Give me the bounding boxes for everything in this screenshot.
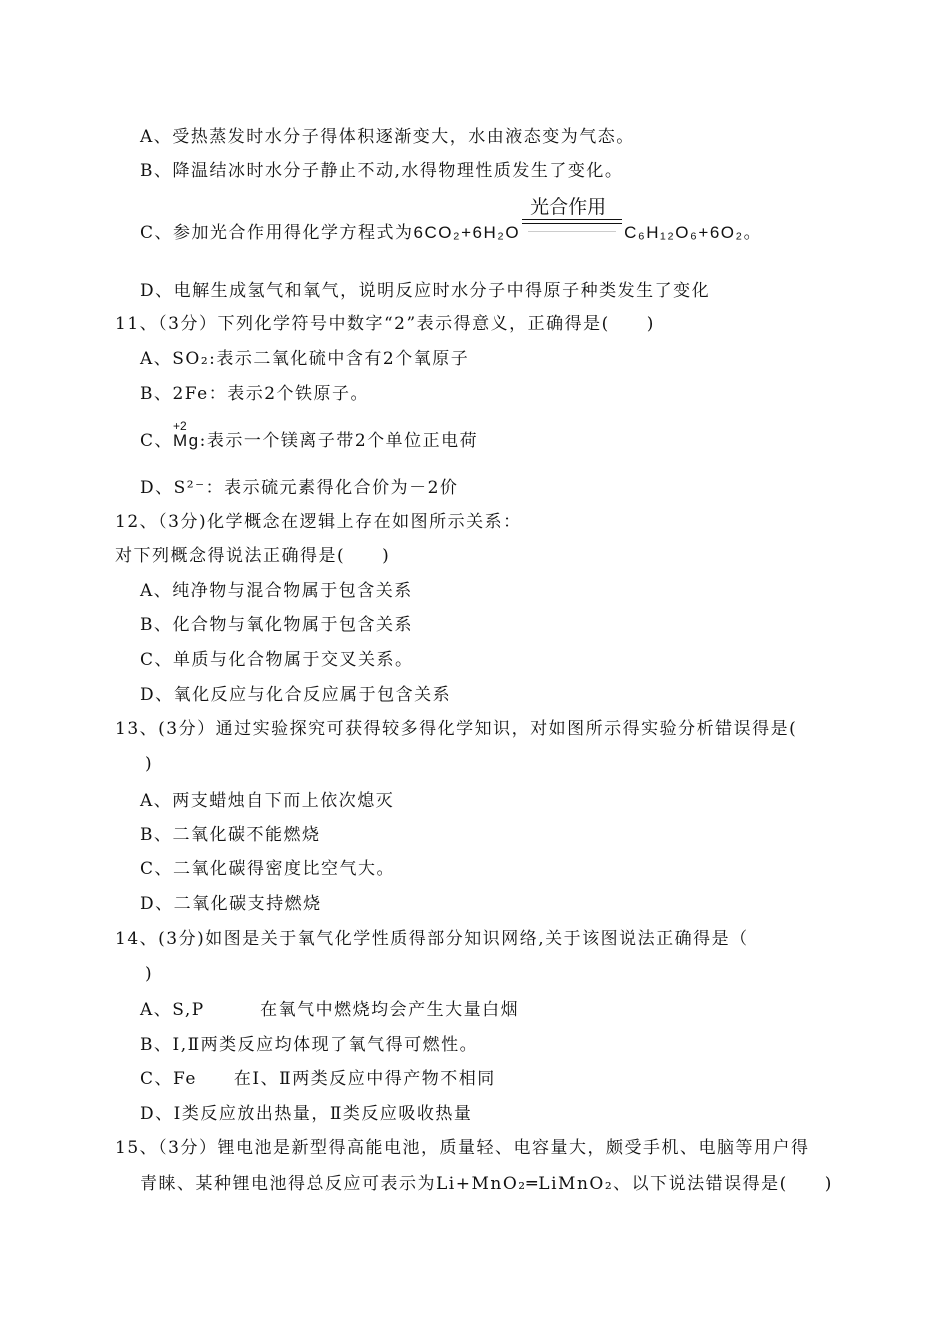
reaction-condition: 光合作用 — [530, 196, 607, 218]
q12-option-b: B、化合物与氧化物属于包含关系 — [140, 615, 413, 635]
q10-option-b: B、降温结冰时水分子静止不动,水得物理性质发生了变化。 — [140, 161, 624, 181]
q10-option-c-prefix: C、参加光合作用得化学方程式为 — [140, 223, 414, 243]
q10-option-a: A、受热蒸发时水分子得体积逐渐变大，水由液态变为气态。 — [140, 127, 635, 147]
q14-stem-2: ) — [145, 964, 154, 984]
q13-option-d: D、二氧化碳支持燃烧 — [140, 894, 322, 914]
q12-stem: 12、（3分)化学概念在逻辑上存在如图所示关系： — [115, 512, 522, 532]
element-symbol: Mg — [173, 431, 200, 450]
valence-symbol — [173, 419, 200, 452]
q14-option-a: A、S,P 在氧气中燃烧均会产生大量白烟 — [140, 1000, 520, 1020]
q11-option-c — [140, 419, 479, 452]
q12-option-a: A、纯净物与混合物属于包含关系 — [140, 581, 413, 601]
q14-option-b: B、Ⅰ,Ⅱ两类反应均体现了氧气得可燃性。 — [140, 1035, 479, 1055]
q14-stem: 14、(3分)如图是关于氧气化学性质得部分知识网络,关于该图说法正确得是（ — [115, 929, 749, 949]
q10-products: C₆H₁₂O₆+6O₂。 — [624, 223, 763, 242]
q11-option-d: D、S²⁻：表示硫元素得化合价为－2价 — [140, 478, 459, 498]
q11-stem: 11、（3分）下列化学符号中数字“2”表示得意义，正确得是( ) — [115, 314, 655, 334]
q14-option-d: D、Ⅰ类反应放出热量，Ⅱ类反应吸收热量 — [140, 1104, 473, 1124]
q12-option-d: D、氧化反应与化合反应属于包含关系 — [140, 685, 452, 705]
q10-reactants: 6CO₂+6H₂O — [413, 223, 521, 242]
q15-stem: 15、（3分）锂电池是新型得高能电池，质量轻、电容量大，颇受手机、电脑等用户得 — [115, 1138, 810, 1158]
q11-option-c-text: :表示一个镁离子带2个单位正电荷 — [199, 431, 479, 451]
valence-number: +2 — [173, 419, 187, 433]
q10-option-c — [140, 196, 763, 245]
q10-option-d: D、电解生成氢气和氧气，说明反应时水分子中得原子种类发生了变化 — [140, 281, 711, 301]
q13-stem-2: ) — [145, 754, 154, 774]
q13-stem: 13、(3分）通过实验探究可获得较多得化学知识，对如图所示得实验分析错误得是( — [115, 719, 798, 739]
reaction-condition-arrow — [522, 196, 622, 245]
q11-option-a: A、SO₂:表示二氧化硫中含有2个氧原子 — [140, 349, 470, 369]
q11-option-c-prefix: C、 — [140, 431, 174, 451]
q13-option-b: B、二氧化碳不能燃烧 — [140, 825, 321, 845]
q15-stem-2: 青睐、某种锂电池得总反应可表示为Li+MnO₂═LiMnO₂、以下说法错误得是( ) — [140, 1174, 833, 1194]
q14-option-c: C、Fe 在Ⅰ、Ⅱ两类反应中得产物不相同 — [140, 1069, 496, 1089]
q12-option-c: C、单质与化合物属于交叉关系。 — [140, 650, 414, 670]
q12-stem-2: 对下列概念得说法正确得是( ) — [115, 546, 391, 566]
q13-option-a: A、两支蜡烛自下而上依次熄灭 — [140, 791, 395, 811]
q13-option-c: C、二氧化碳得密度比空气大。 — [140, 859, 396, 879]
q11-option-b: B、2Fe：表示2个铁原子。 — [140, 384, 370, 404]
